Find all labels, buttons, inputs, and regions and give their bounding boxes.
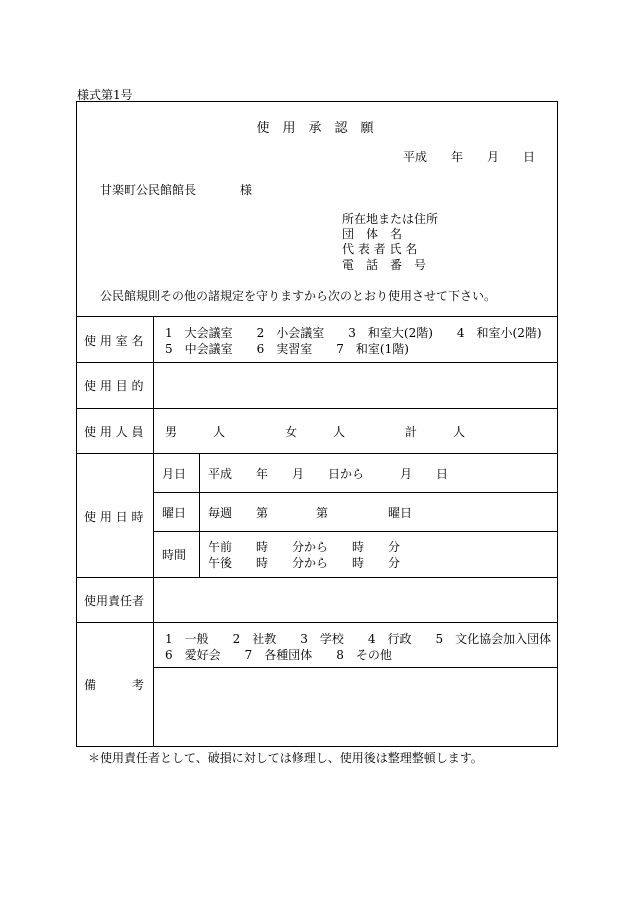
addressee: 甘楽町公民館館長 — [100, 183, 197, 197]
remarks-label: 備 考 — [84, 678, 145, 692]
row-divider — [153, 531, 557, 532]
row-divider — [76, 316, 557, 317]
time-am: 午前 時 分から 時 分 — [208, 540, 401, 554]
applicant-group-label: 団 体 名 — [342, 227, 403, 241]
people-value: 男 人 女 人 計 人 — [165, 425, 466, 439]
weekday-label: 曜日 — [162, 506, 187, 520]
date-line: 平成 年 月 日 — [403, 150, 536, 164]
people-label: 使 用 人 員 — [84, 425, 144, 439]
applicant-address-label: 所在地または住所 — [342, 212, 439, 226]
honorific: 様 — [240, 183, 253, 197]
page-title: 使 用 承 認 願 — [256, 121, 374, 136]
row-divider — [76, 622, 557, 623]
applicant-phone-label: 電 話 番 号 — [342, 258, 427, 272]
month-day-label: 月日 — [162, 467, 187, 481]
datetime-label: 使 用 日 時 — [84, 510, 144, 524]
row-divider — [76, 577, 557, 578]
room-label: 使 用 室 名 — [84, 334, 144, 348]
row-divider — [76, 408, 557, 409]
column-divider — [153, 316, 154, 746]
room-options-line1: 1 大会議室 2 小会議室 3 和室大(2階) 4 和室小(2階) — [165, 326, 542, 340]
remarks-options-line1: 1 一般 2 社教 3 学校 4 行政 5 文化協会加入団体 — [165, 632, 552, 646]
row-divider — [76, 453, 557, 454]
declaration-text: 公民館規則その他の諸規定を守りますから次のとおり使用させて下さい。 — [100, 289, 497, 303]
purpose-label: 使 用 目 的 — [84, 379, 144, 393]
applicant-rep-label: 代 表 者 氏 名 — [342, 242, 418, 256]
room-options-line2: 5 中会議室 6 実習室 7 和室(1階) — [165, 342, 409, 356]
remarks-options-line2: 6 愛好会 7 各種団体 8 その他 — [165, 648, 392, 662]
time-pm: 午後 時 分から 時 分 — [208, 556, 401, 570]
row-divider — [153, 492, 557, 493]
row-divider — [76, 362, 557, 363]
footnote: ＊使用責任者として、破損に対しては修理し、使用後は整理整頓します。 — [88, 751, 483, 765]
form-number: 様式第1号 — [77, 88, 133, 102]
weekday-value: 毎週 第 第 曜日 — [208, 506, 413, 520]
time-label: 時間 — [162, 548, 187, 562]
column-divider — [199, 453, 200, 577]
row-divider — [153, 667, 557, 668]
month-day-value: 平成 年 月 日から 月 日 — [208, 467, 449, 481]
responsible-label: 使用責任者 — [84, 594, 145, 608]
